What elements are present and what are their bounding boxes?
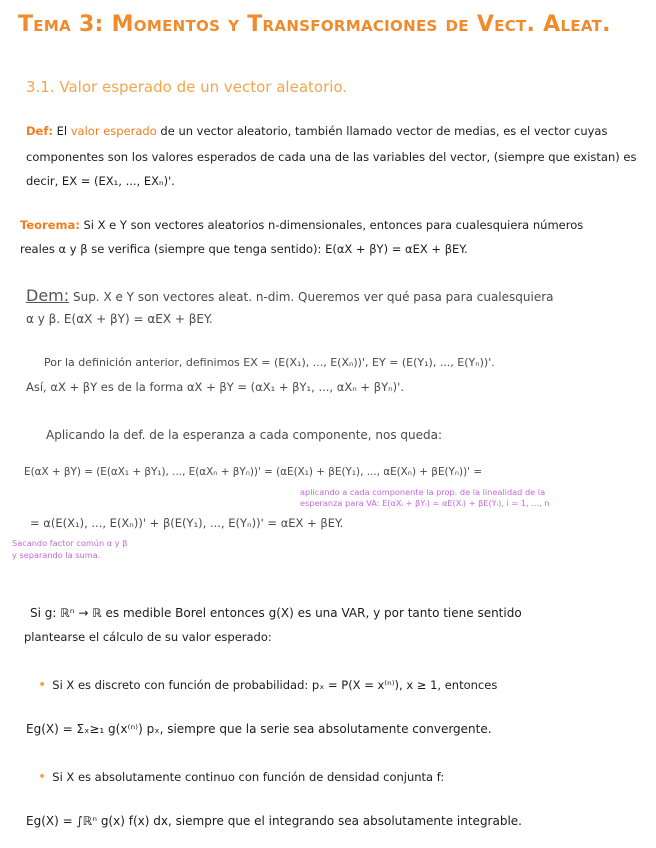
- borel-line-2: plantearse el cálculo de su valor esperado:: [24, 630, 272, 644]
- bullet-continuous-text: Si X es absolutamente continuo con función de densidad conjunta f:: [52, 770, 445, 784]
- demo-p3: Aplicando la def. de la esperanza a cada componente, nos queda:: [46, 428, 443, 442]
- demo-line-1: [26, 286, 554, 305]
- definition-highlight: valor esperado: [70, 124, 157, 138]
- definition-line-3: decir, EX = (EX₁, ..., EXₙ)'.: [26, 174, 175, 188]
- annotation-linearity-1: aplicando a cada componente la prop. de la linealidad de la: [300, 487, 546, 497]
- bullet-discrete: [38, 678, 497, 693]
- bullet-dot-icon: •: [38, 677, 47, 693]
- definition-line-1: [26, 124, 607, 139]
- definition-rest: de un vector aleatorio, también llamado vector de medias, es el vector cuyas: [160, 124, 608, 138]
- annotation-factor-1: Sacando factor común α y β: [12, 538, 128, 548]
- demo-line-2: α y β. E(αX + βY) = αEX + βEY.: [26, 312, 213, 326]
- bullet-dot-icon: •: [38, 769, 47, 785]
- definition-line-2: componentes son los valores esperados de cada una de las variables del vector, (siempre que existan) es: [26, 150, 637, 164]
- definition-intro: El: [56, 124, 68, 138]
- demo-text: Sup. X e Y son vectores aleat. n-dim. Queremos ver qué pasa para cualesquiera: [72, 290, 554, 304]
- formula-discrete: Eg(X) = Σₓ≥₁ g(x⁽ⁿ⁾) pₓ, siempre que la serie sea absolutamente convergente.: [26, 722, 492, 736]
- theorem-line-2: reales α y β se verifica (siempre que tenga sentido): E(αX + βY) = αEX + βEY.: [20, 242, 468, 256]
- demo-p2-line-2: Así, αX + βY es de la forma αX + βY = (αX₁ + βY₁, ..., αXₙ + βYₙ)'.: [26, 380, 404, 394]
- annotation-factor-2: y separando la suma.: [12, 550, 101, 560]
- demo-label: Dem:: [26, 286, 70, 305]
- page-title: Tema 3: Momentos y Transformaciones de Vect. Aleat.: [18, 12, 611, 37]
- theorem-text: Si X e Y son vectores aleatorios n-dimensionales, entonces para cualesquiera números: [83, 218, 584, 232]
- theorem-line-1: [20, 218, 583, 233]
- definition-label: Def:: [26, 124, 53, 138]
- bullet-discrete-text: Si X es discreto con función de probabilidad: pₓ = P(X = x⁽ⁿ⁾), x ≥ 1, entonces: [52, 678, 498, 692]
- section-heading: 3.1. Valor esperado de un vector aleatorio.: [26, 78, 348, 96]
- demo-equation-2: = α(E(X₁), ..., E(Xₙ))' + β(E(Y₁), ..., E(Yₙ))' = αEX + βEY.: [30, 516, 344, 530]
- theorem-label: Teorema:: [20, 218, 80, 232]
- demo-equation-1: E(αX + βY) = (E(αX₁ + βY₁), ..., E(αXₙ + βYₙ))' = (αE(X₁) + βE(Y₁), ..., αE(Xₙ) + βE(Yₙ))' =: [24, 466, 483, 478]
- bullet-continuous: [38, 770, 444, 785]
- formula-continuous: Eg(X) = ∫ℝⁿ g(x) f(x) dx, siempre que el integrando sea absolutamente integrable.: [26, 814, 522, 828]
- annotation-linearity-2: esperanza para VA: E(αXᵢ + βYᵢ) = αE(Xᵢ) + βE(Yᵢ), i = 1, ..., n: [300, 498, 550, 508]
- demo-p2-line-1: Por la definición anterior, definimos EX = (E(X₁), ..., E(Xₙ))', EY = (E(Y₁), ..., E(Yₙ))'.: [44, 356, 495, 369]
- borel-line-1: Si g: ℝⁿ → ℝ es medible Borel entonces g(X) es una VAR, y por tanto tiene sentido: [30, 606, 522, 620]
